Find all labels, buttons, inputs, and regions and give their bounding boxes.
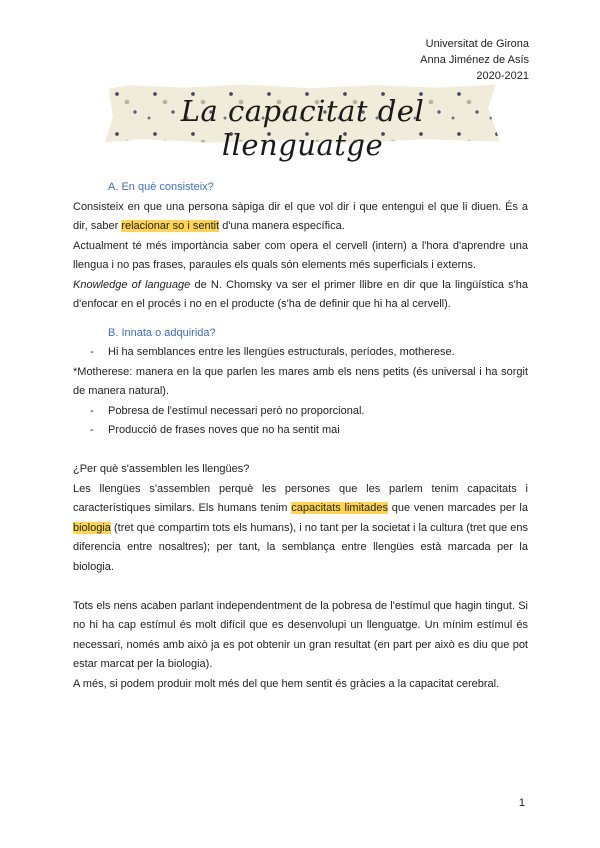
header-university: Universitat de Girona [425, 38, 529, 50]
header-author: Anna Jiménez de Asís [420, 54, 529, 66]
list-item: - Hi ha semblances entre les llengües estructurals, períodes, motherese. [73, 343, 528, 363]
highlight: capacitats limitades [291, 502, 388, 514]
paragraph [73, 480, 528, 578]
highlight: relacionar so i sentit [121, 220, 220, 232]
section-b-heading: B. Innata o adquirida? [108, 326, 216, 339]
page-number: 1 [518, 797, 525, 809]
document-body [73, 178, 528, 694]
page-title: La capacitat del llenguatge [180, 94, 425, 162]
paragraph: A més, si podem produir molt més del que hem sentit és gràcies a la capacitat cerebral. [73, 677, 500, 690]
bullet-list [73, 343, 528, 363]
text-run: Consisteix en que una persona sàpiga dir el que vol dir i que entengui el que li diuen. És a dir, saber [73, 200, 528, 232]
header-year: 2020-2021 [476, 70, 529, 82]
list-item: - Pobresa de l'estímul necessari però no proporcional. [73, 402, 528, 422]
paragraph [73, 276, 528, 315]
text-run: (tret que compartim tots els humans), i no tant per la societat i la cultura (tret que ens diferencia entre nosaltres); per tant, la semblança entre llengües està marcada per la biologia. [73, 521, 528, 573]
book-title: Knowledge of language [73, 278, 191, 291]
bullet-list [73, 402, 528, 441]
section-a-heading: A. En què consisteix? [108, 181, 214, 193]
paragraph: Actualment té més importància saber com opera el cervell (intern) a l'hora d'aprendre una llengua i no pas frases, paraules els quals són elements més superficials i externs. [73, 239, 528, 271]
text-run: d'una manera específica. [219, 220, 345, 232]
text-run: de N. Chomsky va ser el primer llibre en dir que la lingüística s'ha d'enfocar en el procés i no en el producte (s'ha de definir que hi ha al cervell). [73, 278, 528, 310]
list-item: - Producció de frases noves que no ha sentit mai [73, 421, 528, 441]
paragraph: Tots els nens acaben parlant independentment de la pobresa de l'estímul que hagin tingut. Si no hi ha cap estímul és molt difícil que es desenvolupi un llenguatge. Un mínim estímul és necessari, només amb això ja es pot obtenir un gran resultat (en part per això es diu que pot estar marcat per la biologia). [73, 599, 528, 670]
question-heading: ¿Per què s'assemblen les llengües? [73, 463, 250, 475]
text-run: Les llengües s'assemblen perquè les persones que les parlem tenim capacitats i característiques similars. Els humans tenim [73, 482, 528, 514]
highlight: biologia [73, 521, 111, 534]
text-run: que venen marcades per la [387, 502, 528, 514]
document-header [420, 36, 529, 84]
note: *Motherese: manera en la que parlen les mares amb els nens petits (és universal i ha sorgit de manera natural). [73, 365, 528, 397]
paragraph [73, 198, 528, 237]
